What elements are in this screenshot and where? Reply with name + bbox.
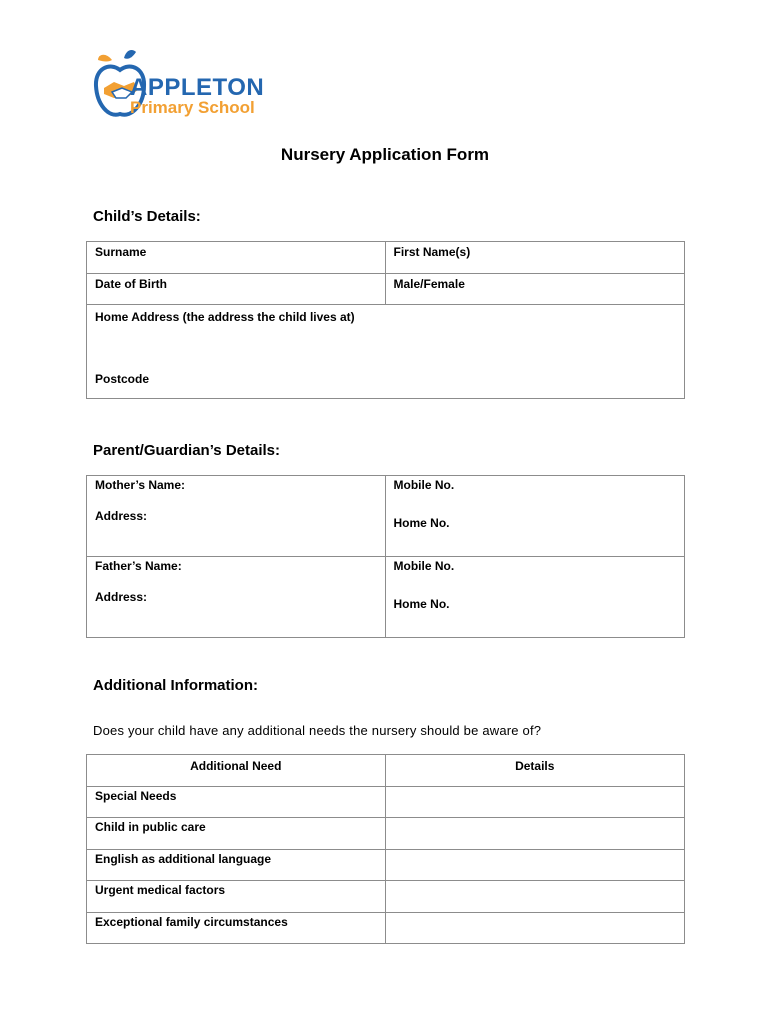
column-header-need <box>87 755 386 787</box>
additional-info-heading: Additional Information: <box>93 677 258 694</box>
table-row <box>87 787 386 818</box>
details-field[interactable] <box>385 913 684 944</box>
details-field[interactable] <box>385 818 684 850</box>
mother-phone-field[interactable] <box>385 476 685 557</box>
mother-name-label: Mother’s Name: <box>95 478 186 492</box>
home-address-label: Home Address (the address the child lives at) <box>95 310 355 324</box>
table-row <box>87 913 386 944</box>
sex-label: Male/Female <box>393 277 465 291</box>
father-phone-field[interactable] <box>385 557 685 638</box>
column-header-details <box>385 755 684 787</box>
form-title: Nursery Application Form <box>280 145 490 164</box>
additional-needs-table <box>86 754 685 944</box>
father-name-label: Father’s Name: <box>95 559 182 573</box>
need-label: English as additional language <box>95 852 272 866</box>
sex-field[interactable] <box>385 274 685 305</box>
need-label: Special Needs <box>95 789 177 803</box>
surname-label: Surname <box>95 245 147 259</box>
parent-details-table <box>86 475 685 638</box>
father-mobile-label: Mobile No. <box>393 559 455 573</box>
mother-mobile-label: Mobile No. <box>393 478 455 492</box>
mother-home-label: Home No. <box>393 516 450 530</box>
home-address-field[interactable] <box>87 305 685 399</box>
column-header-details-label: Details <box>515 759 555 773</box>
column-header-need-label: Additional Need <box>190 759 282 773</box>
mother-details-field[interactable] <box>87 476 386 557</box>
details-field[interactable] <box>385 787 684 818</box>
dob-field[interactable] <box>87 274 386 305</box>
child-details-table <box>86 241 685 399</box>
mother-address-label: Address: <box>95 509 148 523</box>
table-row <box>87 881 386 913</box>
parent-details-heading: Parent/Guardian’s Details: <box>93 442 281 459</box>
child-details-heading: Child’s Details: <box>93 208 201 225</box>
postcode-label: Postcode <box>95 372 150 386</box>
father-details-field[interactable] <box>87 557 386 638</box>
details-field[interactable] <box>385 850 684 881</box>
father-home-label: Home No. <box>393 597 450 611</box>
school-name-line1: APPLETON <box>130 74 265 101</box>
first-names-field[interactable] <box>385 242 685 274</box>
need-label: Exceptional family circumstances <box>95 915 288 929</box>
details-field[interactable] <box>385 881 684 913</box>
table-row <box>87 850 386 881</box>
need-label: Child in public care <box>95 820 206 834</box>
first-names-label: First Name(s) <box>393 245 471 259</box>
need-label: Urgent medical factors <box>95 883 226 897</box>
table-row <box>87 818 386 850</box>
father-address-label: Address: <box>95 590 148 604</box>
surname-field[interactable] <box>87 242 386 274</box>
additional-needs-question: Does your child have any additional needs the nursery should be aware of? <box>93 723 542 738</box>
dob-label: Date of Birth <box>95 277 167 291</box>
school-name-line2: Primary School <box>130 98 255 117</box>
